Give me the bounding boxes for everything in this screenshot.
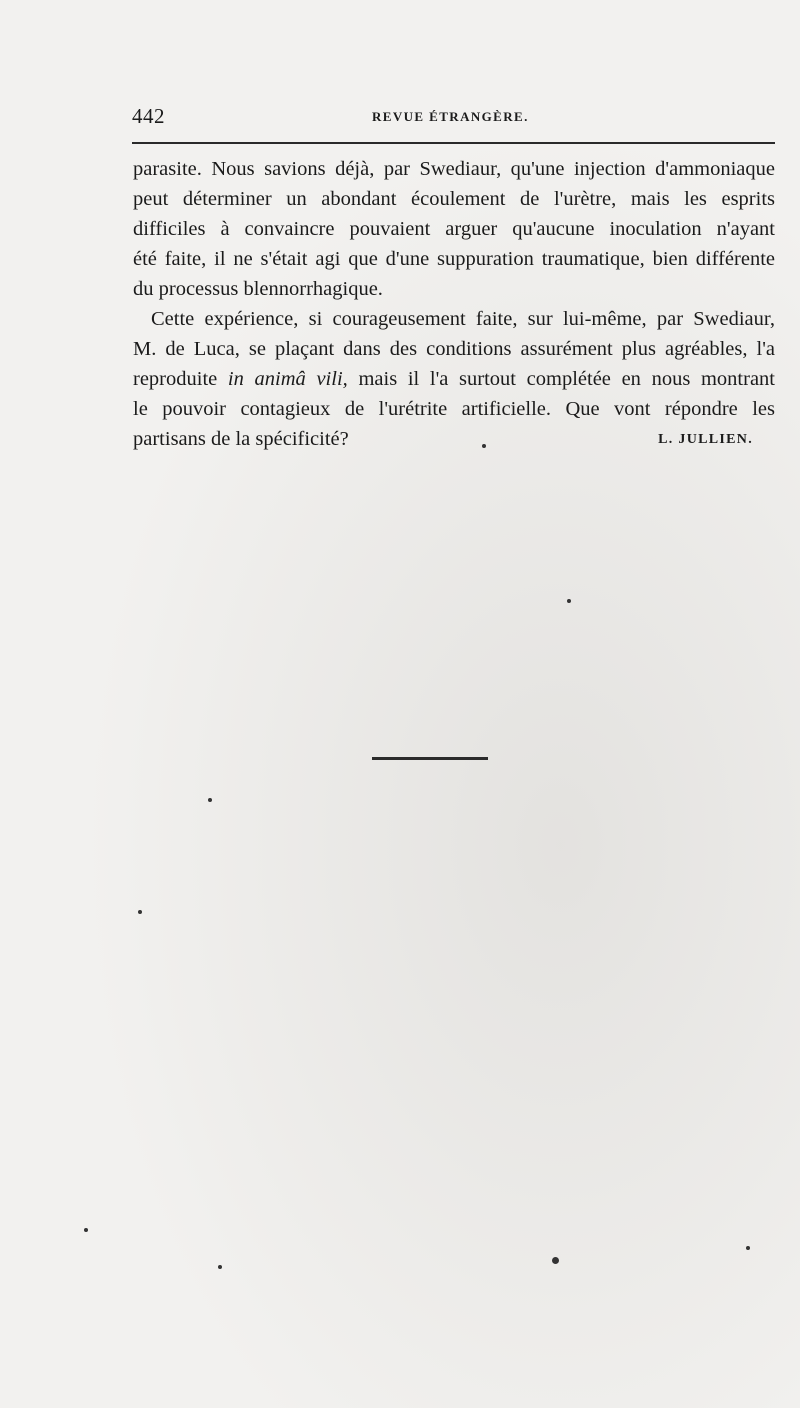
text-line: le pouvoir contagieux de l'urétrite artificielle. Que vont répondre les — [133, 398, 775, 420]
text-line — [133, 364, 775, 394]
text-fragment: mais il l'a surtout complétée en nous montrant — [347, 368, 775, 390]
text-line: été faite, il ne s'était agi que d'une suppuration traumatique, bien différente — [133, 248, 775, 270]
text-line: difficiles à convaincre pouvaient arguer qu'aucune inoculation n'ayant — [133, 218, 775, 240]
ink-speck — [746, 1246, 750, 1250]
page-number: 442 — [132, 104, 165, 128]
ink-speck — [138, 910, 142, 914]
ink-speck — [567, 599, 571, 603]
text-line: Cette expérience, si courageusement faite, sur lui-même, par Swediaur, — [151, 308, 775, 330]
ink-speck — [208, 798, 212, 802]
author-signature: L. JULLIEN. — [658, 432, 753, 447]
ink-speck — [552, 1257, 559, 1264]
header-rule — [132, 142, 775, 144]
page-header — [132, 104, 775, 134]
text-fragment: reproduite — [133, 368, 228, 390]
text-line: parasite. Nous savions déjà, par Swediaur, qu'une injection d'ammoniaque — [133, 158, 775, 180]
text-line-with-signature — [133, 424, 775, 454]
article-body — [133, 154, 775, 454]
section-end-rule — [372, 757, 488, 760]
running-head: REVUE ÉTRANGÈRE. — [372, 109, 529, 124]
text-line: du processus blennorrhagique. — [133, 278, 383, 300]
ink-speck — [84, 1228, 88, 1232]
ink-speck — [482, 444, 486, 448]
text-line: peut déterminer un abondant écoulement de l'urètre, mais les esprits — [133, 188, 775, 210]
text-fragment: partisans de la spécificité? — [133, 428, 349, 450]
ink-speck — [218, 1265, 222, 1269]
text-line: M. de Luca, se plaçant dans des conditions assurément plus agréables, l'a — [133, 338, 775, 360]
italic-phrase: in animâ vili, — [227, 368, 348, 390]
